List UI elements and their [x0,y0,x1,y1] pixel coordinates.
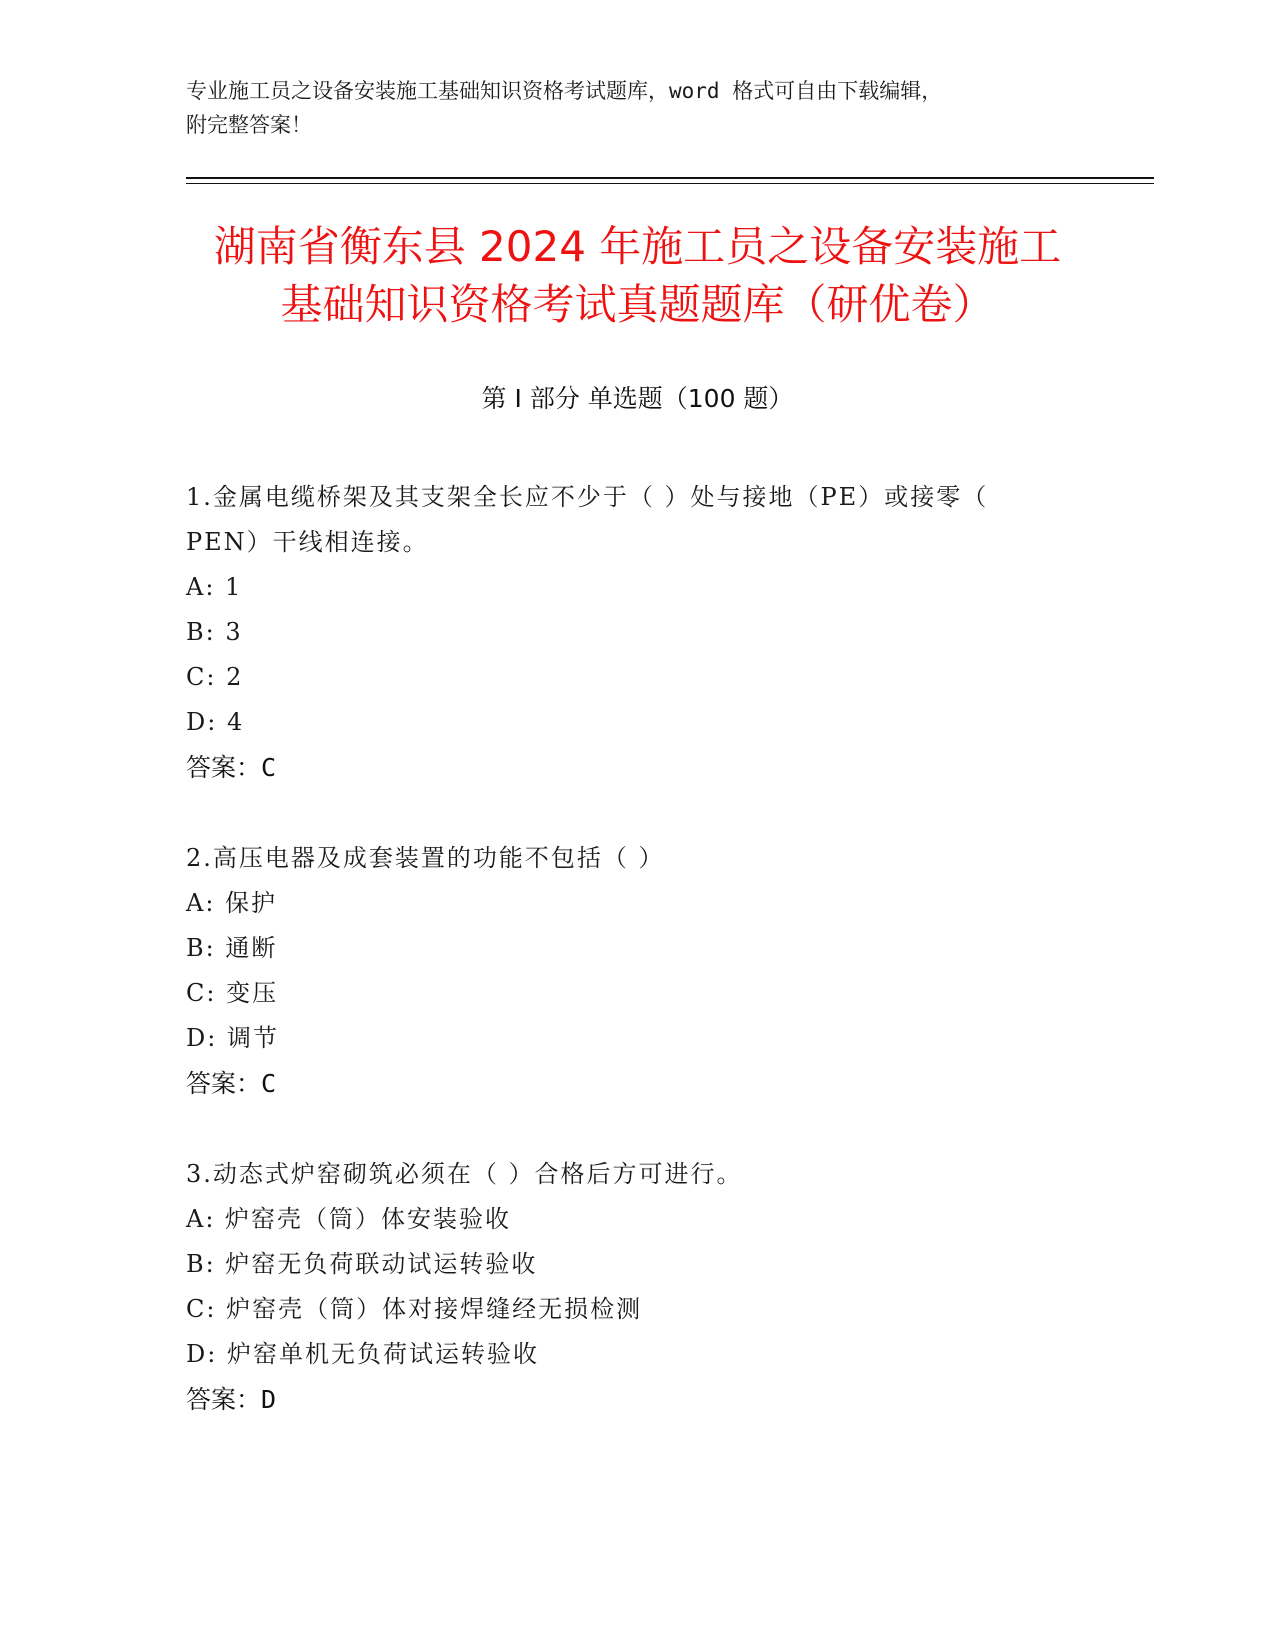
question-1 [186,475,1086,790]
question-stem: 1.金属电缆桥架及其支架全长应不少于（ ）处与接地（PE）或接零（ [186,483,989,511]
question-stem: 3.动态式炉窑砌筑必须在（ ）合格后方可进行。 [186,1160,743,1188]
question-2 [186,836,1086,1106]
question-list [186,475,1086,1468]
document-title-line-2: 基础知识资格考试真题题库（研优卷） [280,280,995,329]
answer: 答案：C [186,753,277,782]
option-a: A: 保护 [186,889,278,917]
option-b: B: 通断 [186,934,278,962]
header-divider-thin [186,183,1154,184]
option-a: A: 炉窑壳（筒）体安装验收 [186,1205,512,1233]
option-b: B: 3 [186,618,243,646]
option-d: D: 炉窑单机无负荷试运转验收 [186,1340,539,1368]
header-divider-thick [186,177,1154,179]
document-title [150,218,1125,334]
document-title-line-1: 湖南省衡东县 2024 年施工员之设备安装施工 [213,222,1062,271]
option-d: D: 调节 [186,1024,279,1052]
option-b: B: 炉窑无负荷联动试运转验收 [186,1250,538,1278]
option-d: D: 4 [186,708,245,736]
question-stem-continued: PEN）干线相连接。 [186,528,429,556]
option-c: C: 变压 [186,979,279,1007]
section-heading: 第 I 部分 单选题（100 题） [481,384,794,413]
header-note-line-2: 附完整答案！ [186,113,312,137]
answer: 答案：D [186,1385,277,1414]
option-c: C: 2 [186,663,244,691]
option-c: C: 炉窑壳（筒）体对接焊缝经无损检测 [186,1295,643,1323]
answer: 答案：C [186,1069,277,1098]
header-note [186,74,1066,142]
option-a: A: 1 [186,573,243,601]
question-stem: 2.高压电器及成套装置的功能不包括（ ） [186,844,665,872]
header-note-line-1: 专业施工员之设备安装施工基础知识资格考试题库，word 格式可自由下载编辑， [186,79,943,103]
question-3 [186,1152,1086,1422]
